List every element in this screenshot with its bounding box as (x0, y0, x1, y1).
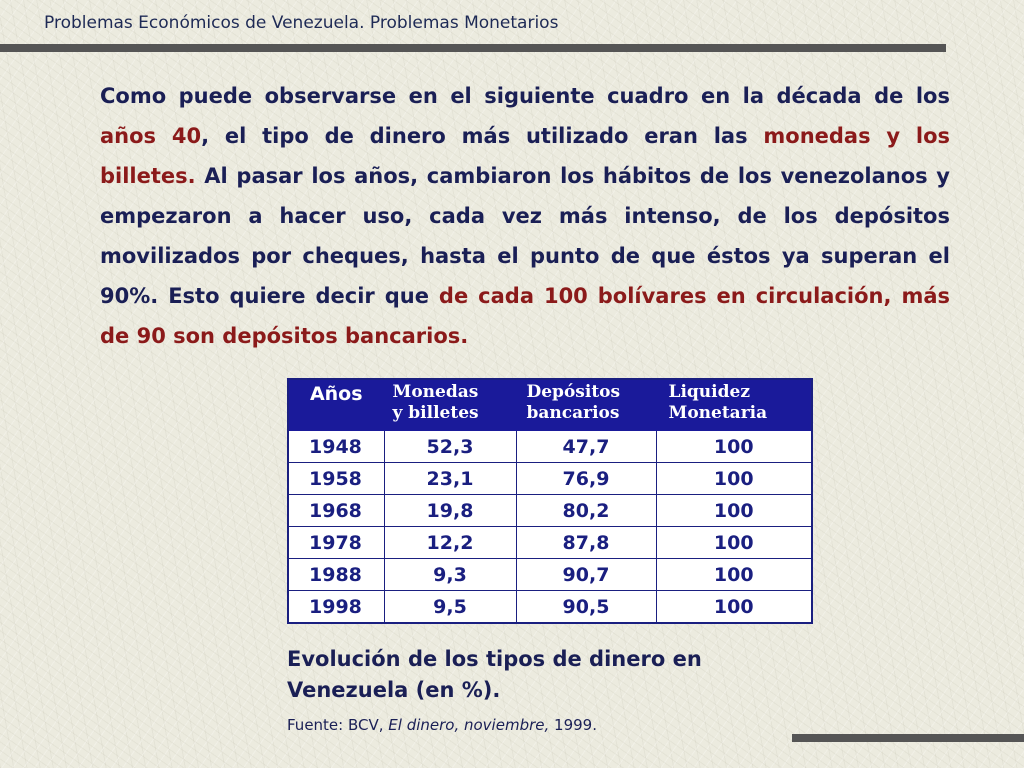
table-row (288, 527, 812, 559)
source-year: 1999. (549, 716, 597, 734)
table-row (288, 431, 812, 463)
cell-deposits: 90,7 (516, 559, 656, 591)
cell-deposits: 80,2 (516, 495, 656, 527)
cell-liquidity: 100 (656, 559, 812, 591)
cell-coins: 9,3 (384, 559, 516, 591)
cell-liquidity: 100 (656, 495, 812, 527)
caption-line-1: Evolución de los tipos de dinero en (287, 647, 702, 671)
header-monetary-liquidity: Liquidez Monetaria (656, 379, 812, 431)
cell-liquidity: 100 (656, 431, 812, 463)
cell-liquidity: 100 (656, 591, 812, 624)
highlight-conclusion: de cada 100 bolívares en circulación, más de 90 son depósitos bancarios. (100, 284, 950, 348)
header-title: Problemas Económicos de Venezuela. Problemas Monetarios (44, 13, 559, 33)
cell-coins: 12,2 (384, 527, 516, 559)
header-coins-bills: Monedas y billetes (384, 379, 516, 431)
cell-year: 1998 (288, 591, 384, 624)
table-row (288, 591, 812, 624)
source-publication: El dinero, noviembre, (388, 716, 550, 734)
cell-year: 1968 (288, 495, 384, 527)
cell-liquidity: 100 (656, 463, 812, 495)
bottom-divider (792, 734, 1024, 742)
cell-year: 1948 (288, 431, 384, 463)
cell-coins: 23,1 (384, 463, 516, 495)
intro-text-1: Como puede observarse en el siguiente cuadro en la década de los (100, 84, 950, 108)
table-row (288, 495, 812, 527)
cell-deposits: 76,9 (516, 463, 656, 495)
cell-year: 1988 (288, 559, 384, 591)
caption-line-2: Venezuela (en %). (287, 678, 501, 702)
top-divider (0, 44, 946, 52)
cell-liquidity: 100 (656, 527, 812, 559)
intro-text-3: Al pasar los años, cambiaron los hábitos de los venezolanos y empezaron a hacer uso, cada vez más intenso, de los depósitos movilizados por cheques, hasta el punto de que éstos ya superan el 90%. Esto quiere decir que (100, 164, 950, 308)
cell-coins: 19,8 (384, 495, 516, 527)
table-row (288, 559, 812, 591)
cell-year: 1978 (288, 527, 384, 559)
source-note (287, 716, 597, 734)
cell-coins: 9,5 (384, 591, 516, 624)
cell-deposits: 87,8 (516, 527, 656, 559)
highlight-decade: años 40 (100, 124, 202, 148)
table-row (288, 463, 812, 495)
table-caption (287, 644, 767, 706)
cell-deposits: 47,7 (516, 431, 656, 463)
table-header-row (288, 379, 812, 431)
header-bank-deposits: Depósitos bancarios (516, 379, 656, 431)
highlight-coins-bills: monedas y los billetes. (100, 124, 950, 188)
intro-paragraph (100, 76, 950, 356)
header-years: Años (288, 379, 384, 431)
cell-deposits: 90,5 (516, 591, 656, 624)
cell-coins: 52,3 (384, 431, 516, 463)
money-types-table (287, 378, 813, 624)
intro-text-2: , el tipo de dinero más utilizado eran las (201, 124, 764, 148)
cell-year: 1958 (288, 463, 384, 495)
source-prefix: Fuente: BCV, (287, 716, 389, 734)
